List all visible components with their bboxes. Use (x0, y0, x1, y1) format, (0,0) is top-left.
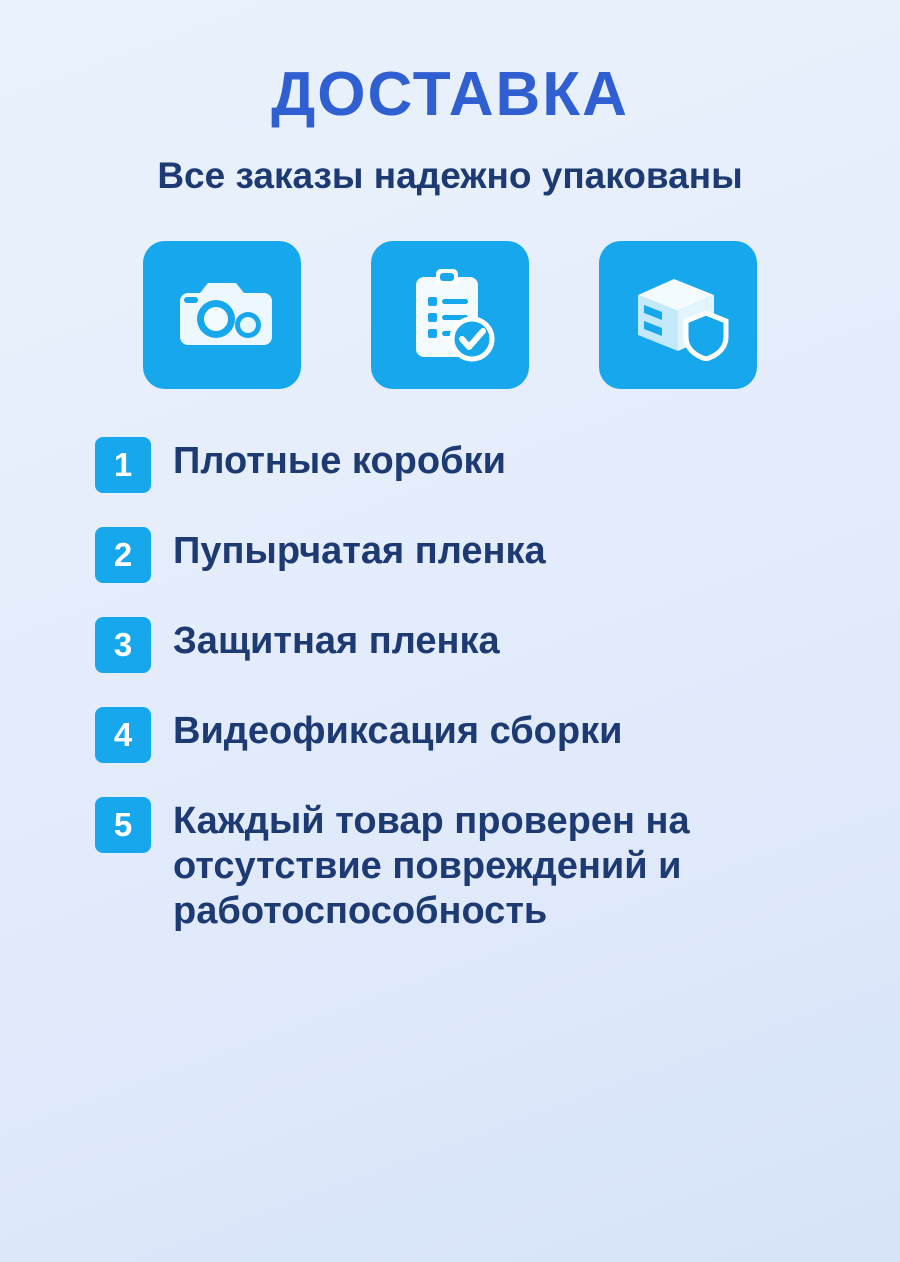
camera-icon (170, 275, 274, 355)
delivery-info-page (0, 62, 900, 1262)
list-item-number: 5 (95, 797, 151, 853)
list-item-number: 1 (95, 437, 151, 493)
list-item-label: Плотные коробки (173, 440, 506, 483)
list-item-number: 2 (95, 527, 151, 583)
list-item-label: Видеофиксация сборки (173, 710, 623, 753)
list-item-number: 4 (95, 707, 151, 763)
list-item (95, 525, 830, 583)
package-shield-icon (626, 269, 730, 361)
list-item (95, 615, 830, 673)
list-item-label: Пупырчатая пленка (173, 530, 546, 573)
clipboard-check-icon-tile (371, 241, 529, 389)
page-title: ДОСТАВКА (271, 60, 629, 129)
icons-row (0, 241, 900, 389)
package-shield-icon-tile (599, 241, 757, 389)
clipboard-check-icon (404, 265, 496, 365)
list-item-number: 3 (95, 617, 151, 673)
list-item-label: Защитная пленка (173, 620, 500, 663)
list-item (95, 705, 830, 763)
page-subtitle: Все заказы надежно упакованы (157, 155, 743, 197)
camera-icon-tile (143, 241, 301, 389)
features-list (0, 435, 900, 933)
list-item-label: Каждый товар проверен на отсутствие повреждений и работоспособность (173, 800, 690, 932)
list-item (95, 795, 830, 933)
list-item (95, 435, 830, 493)
